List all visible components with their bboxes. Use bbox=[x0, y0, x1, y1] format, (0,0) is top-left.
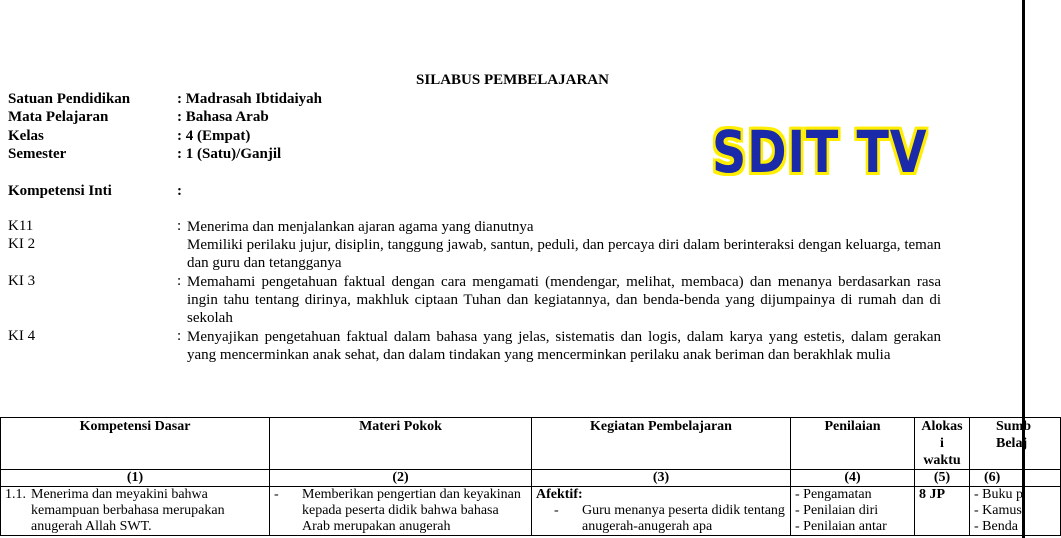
cell-penilaian bbox=[791, 487, 915, 536]
info-label-kompetensi-inti: Kompetensi Inti bbox=[8, 183, 112, 199]
ki3-text: Memahami pengetahuan faktual dengan cara mengamati (mendengar, melihat, membaca) dan menanya berdasarkan rasa ingin tahu tentang dirinya, makhluk ciptaan Tuhan dan kegiatannya, dan benda-benda yang dijumpainya di rumah dan di sekolah bbox=[187, 274, 941, 326]
mp-text: Memberikan pengertian dan keyakinan kepada peserta didik bahwa bahasa Arab merupakan anugerah bbox=[302, 487, 521, 534]
ki2-code: KI 2 bbox=[8, 236, 36, 252]
penilaian-item: - Pengamatan bbox=[795, 487, 872, 502]
table-row bbox=[1, 487, 1061, 536]
ki1-text: Menerima dan menjalankan ajaran agama yang dianutnya bbox=[187, 219, 534, 235]
ki4-text: Menyajikan pengetahuan faktual dalam bahasa yang jelas, sistematis dan logis, dalam karya yang estetis, dalam gerakan yang mencerminkan anak sehat, dan dalam tindakan yang mencerminkan perilaku anak beriman dan berakhlak mulia bbox=[187, 329, 941, 363]
kd-text: Menerima dan meyakini bahwa kemampuan berbahasa merupakan anugerah Allah SWT. bbox=[31, 487, 225, 534]
table-header-row bbox=[1, 418, 1061, 470]
header-alokasi-line-1: Alokas bbox=[921, 419, 963, 434]
sumber-item: - Kamus bbox=[974, 503, 1022, 518]
col-number-4: (4) bbox=[791, 470, 915, 487]
col-number-1: (1) bbox=[1, 470, 270, 487]
syllabus-table bbox=[0, 417, 1061, 536]
header-alokasi-line-2: i bbox=[940, 436, 944, 451]
header-kegiatan-pembelajaran: Kegiatan Pembelajaran bbox=[532, 418, 791, 470]
ki4-colon: : bbox=[177, 328, 182, 344]
cell-kompetensi-dasar bbox=[1, 487, 270, 536]
ki4-code: KI 4 bbox=[8, 328, 36, 344]
ki3-colon: : bbox=[177, 273, 182, 289]
info-label-satuan: Satuan Pendidikan bbox=[8, 91, 131, 107]
sumber-item: - Buku p bbox=[974, 487, 1023, 502]
cell-kegiatan-pembelajaran bbox=[532, 487, 791, 536]
penilaian-item: - Penilaian antar bbox=[795, 519, 887, 534]
cell-alokasi-waktu: 8 JP bbox=[915, 487, 970, 536]
table-number-row bbox=[1, 470, 1061, 487]
header-sumber-belajar bbox=[970, 418, 1061, 470]
cell-materi-pokok bbox=[270, 487, 532, 536]
col-number-6: (6) bbox=[970, 470, 1061, 487]
info-label-kelas: Kelas bbox=[8, 128, 44, 144]
info-label-semester: Semester bbox=[8, 146, 67, 162]
ki2-text: Memiliki perilaku jujur, disiplin, tanggung jawab, santun, peduli, dan percaya diri dalam berinteraksi dengan keluarga, teman dan guru dan tetangganya bbox=[187, 237, 941, 271]
info-value-semester: : 1 (Satu)/Ganjil bbox=[177, 146, 282, 162]
info-value-kelas: : 4 (Empat) bbox=[177, 128, 251, 144]
mp-dash: - bbox=[274, 487, 279, 502]
header-sumber-line-2: Belaj bbox=[996, 436, 1028, 451]
header-materi-pokok: Materi Pokok bbox=[270, 418, 532, 470]
ki3-code: KI 3 bbox=[8, 273, 36, 289]
header-alokasi-waktu bbox=[915, 418, 970, 470]
ki1-colon: : bbox=[177, 218, 182, 234]
kd-number: 1.1. bbox=[5, 487, 26, 502]
header-alokasi-line-3: waktu bbox=[923, 453, 961, 468]
header-kompetensi-dasar: Kompetensi Dasar bbox=[1, 418, 270, 470]
header-penilaian: Penilaian bbox=[791, 418, 915, 470]
info-value-satuan: : Madrasah Ibtidaiyah bbox=[177, 91, 323, 107]
sumber-item: - Benda bbox=[974, 519, 1018, 534]
ki1-code: K11 bbox=[8, 218, 34, 234]
col-number-5: (5) bbox=[915, 470, 970, 487]
info-value-kompetensi-inti: : bbox=[177, 183, 182, 199]
penilaian-item: - Penilaian diri bbox=[795, 503, 879, 518]
col-number-2: (2) bbox=[270, 470, 532, 487]
kg-text: Guru menanya peserta didik tentang anugerah-anugerah apa bbox=[582, 503, 785, 534]
cell-sumber-belajar bbox=[970, 487, 1061, 536]
kg-dash: - bbox=[554, 503, 559, 518]
info-value-mapel: : Bahasa Arab bbox=[177, 109, 269, 125]
header-sumber-line-1: Sumb bbox=[996, 419, 1032, 434]
document-title: SILABUS PEMBELAJARAN bbox=[416, 72, 609, 88]
info-label-mapel: Mata Pelajaran bbox=[8, 109, 109, 125]
kg-title: Afektif: bbox=[536, 487, 583, 502]
col-number-3: (3) bbox=[532, 470, 791, 487]
sdit-tv-stamp-logo: SDIT TV bbox=[712, 118, 928, 186]
